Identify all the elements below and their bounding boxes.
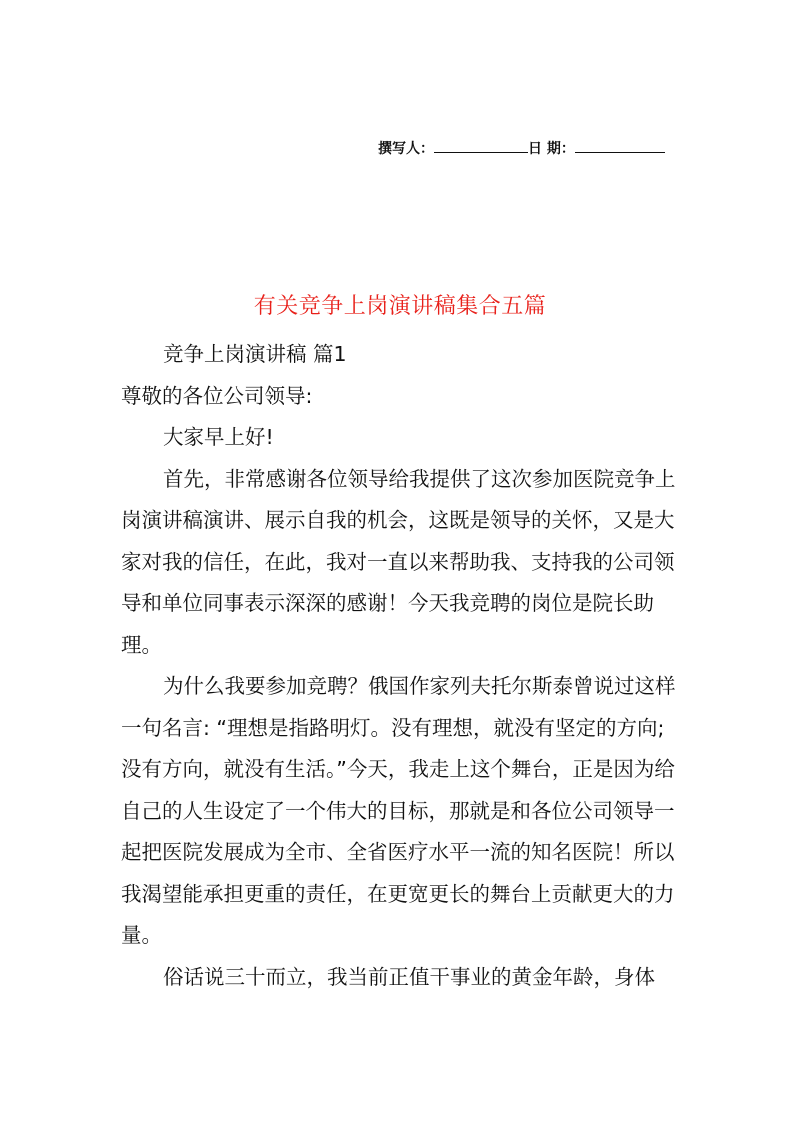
document-body bbox=[121, 334, 684, 998]
section-subheading: 竞争上岗演讲稿 篇1 bbox=[163, 342, 347, 366]
author-blank bbox=[434, 136, 528, 153]
paragraph: 为什么我要参加竞聘？俄国作家列夫托尔斯泰曾说过这样一句名言: “理想是指路明灯。没有理想，就没有坚定的方向; 没有方向，就没有生活。”今天，我走上这个舞台，正是因为给自己的人生设定了一个伟大的目标，那就是和各位公司领导一起把医院发展成为全市、全省医疗水平一流的知名医院！所以我渴望能承担更重的责任，在更宽更长的舞台上贡献更大的力量。 bbox=[121, 674, 676, 947]
paragraph: 首先，非常感谢各位领导给我提供了这次参加医院竞争上岗演讲稿演讲、展示自我的机会，这既是领导的关怀，又是大家对我的信任，在此，我对一直以来帮助我、支持我的公司领导和单位同事表示深深的感谢！今天我竞聘的岗位是院长助理。 bbox=[121, 466, 676, 657]
paragraph: 俗话说三十而立，我当前正值干事业的黄金年龄，身体 bbox=[163, 964, 655, 989]
author-label: 撰写人： bbox=[378, 141, 434, 157]
author-date-line bbox=[378, 136, 665, 162]
salutation: 尊敬的各位公司领导: bbox=[121, 383, 313, 408]
date-blank bbox=[575, 136, 665, 153]
document-title: 有关竞争上岗演讲稿集合五篇 bbox=[253, 294, 547, 319]
date-label: 日 期： bbox=[528, 141, 575, 157]
greeting: 大家早上好! bbox=[163, 425, 274, 449]
